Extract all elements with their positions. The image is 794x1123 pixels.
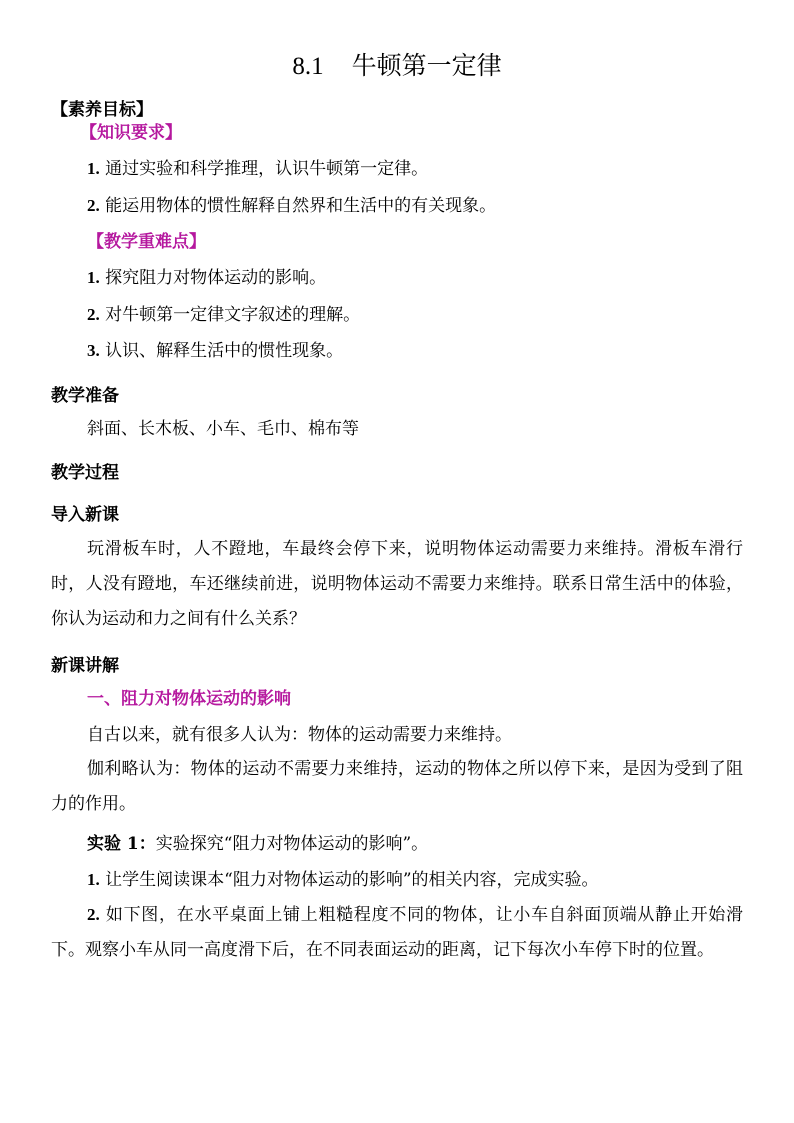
- goals-heading: 【素养目标】: [51, 100, 153, 120]
- item-number: 2.: [87, 905, 100, 924]
- difficulty-item: [87, 267, 326, 289]
- prep-text: 斜面、长木板、小车、毛巾、棉布等: [87, 419, 359, 439]
- item-number: 1.: [87, 268, 100, 287]
- item-text: 探究阻力对物体运动的影响。: [105, 268, 327, 288]
- title-text: 牛顿第一定律: [351, 51, 502, 80]
- experiment-text: 实验探究“阻力对物体运动的影响”。: [155, 834, 429, 854]
- paragraph: 伽利略认为：物体的运动不需要力来维持，运动的物体之所以停下来，是因为受到了阻力的作用。: [51, 759, 743, 814]
- lecture-heading: 新课讲解: [51, 656, 119, 676]
- item-text: 通过实验和科学推理，认识牛顿第一定律。: [105, 159, 429, 179]
- item-number: 1.: [87, 870, 100, 889]
- knowledge-item: [87, 195, 496, 217]
- title-number: 8.1: [292, 53, 324, 80]
- difficulty-item: [87, 304, 360, 326]
- knowledge-heading: 【知识要求】: [80, 123, 182, 143]
- item-number: 1.: [87, 159, 100, 178]
- experiment-line: [87, 833, 428, 855]
- step-item: [87, 869, 599, 891]
- item-text: 如下图，在水平桌面上铺上粗糙程度不同的物体，让小车自斜面顶端从静止开始滑下。观察小车从同一高度滑下后，在不同表面运动的距离，记下每次小车停下时的位置。: [51, 905, 743, 960]
- experiment-label: 实验 1：: [87, 834, 156, 854]
- item-number: 2.: [87, 196, 100, 215]
- prep-heading: 教学准备: [51, 386, 119, 406]
- step-paragraph: [51, 897, 743, 968]
- intro-paragraph: 玩滑板车时，人不蹬地，车最终会停下来，说明物体运动需要力来维持。滑板车滑行时，人没有蹬地，车还继续前进，说明物体运动不需要力来维持。联系日常生活中的体验，你认为运动和力之间有什么关系？: [51, 539, 743, 629]
- item-text: 让学生阅读课本“阻力对物体运动的影响”的相关内容，完成实验。: [105, 870, 599, 890]
- difficulty-heading: 【教学重难点】: [87, 232, 206, 252]
- item-number: 3.: [87, 341, 100, 360]
- page-title: [0, 50, 794, 83]
- item-text: 对牛顿第一定律文字叙述的理解。: [105, 305, 361, 325]
- item-text: 认识、解释生活中的惯性现象。: [105, 341, 344, 361]
- process-heading: 教学过程: [51, 463, 119, 483]
- knowledge-item: [87, 158, 428, 180]
- paragraph: 自古以来，就有很多人认为：物体的运动需要力来维持。: [87, 725, 512, 745]
- item-number: 2.: [87, 305, 100, 324]
- item-text: 能运用物体的惯性解释自然界和生活中的有关现象。: [105, 196, 497, 216]
- subsection-heading: 一、阻力对物体运动的影响: [87, 689, 291, 709]
- difficulty-item: [87, 340, 343, 362]
- intro-heading: 导入新课: [51, 505, 119, 525]
